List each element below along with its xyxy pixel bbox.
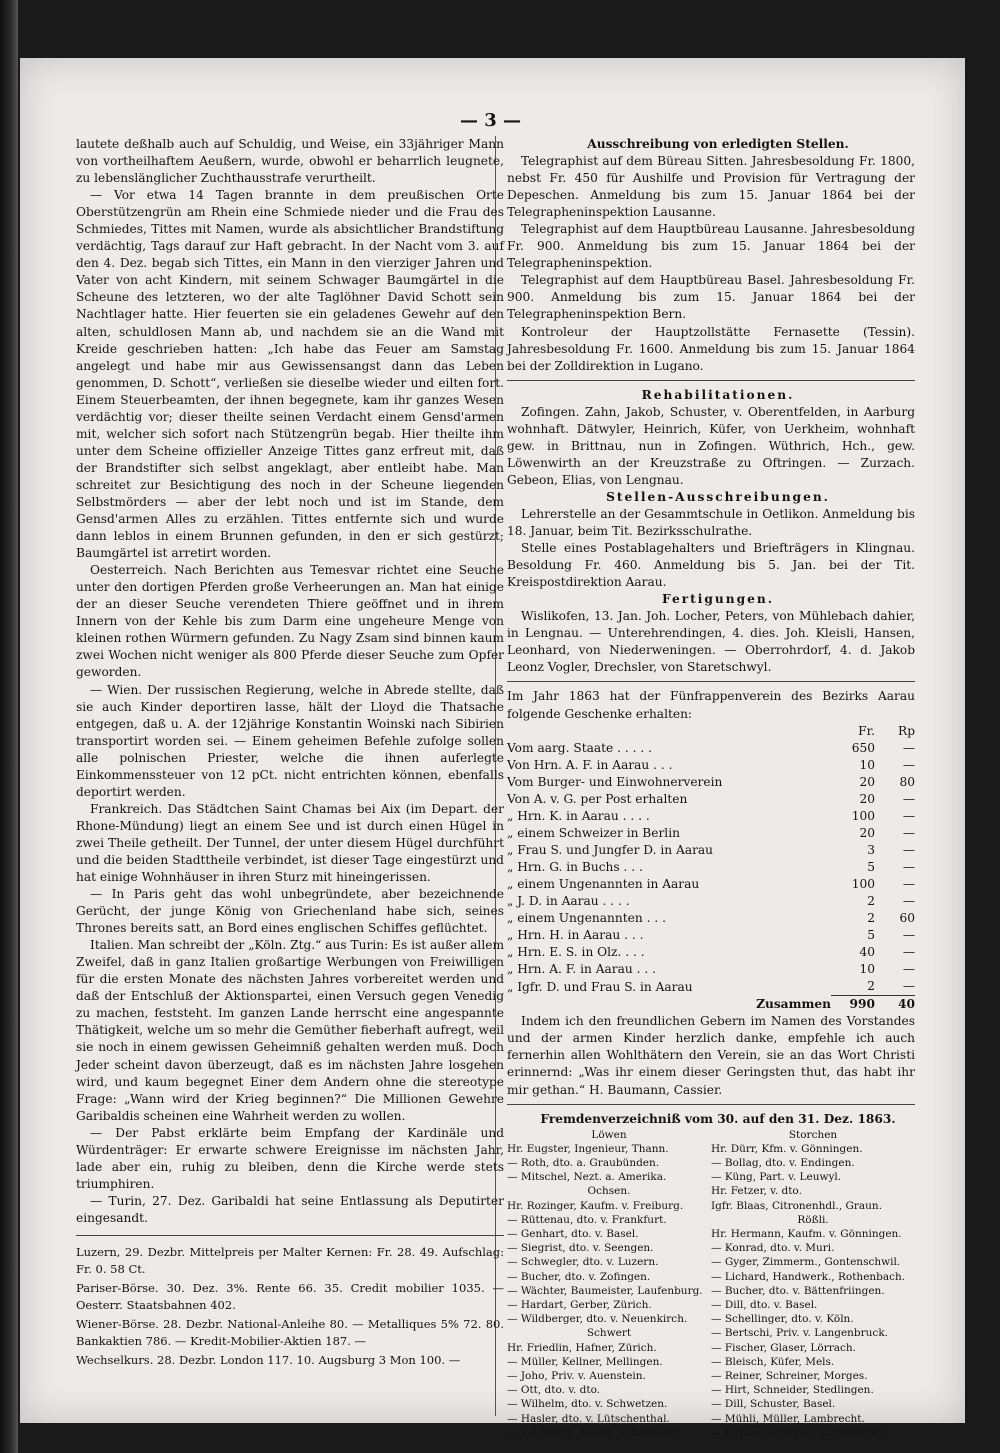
guest-entry: Hr. Dürr, Kfm. v. Gönningen. — [711, 1142, 863, 1155]
donation-name: „ Frau S. und Jungfer D. in Aarau — [507, 842, 714, 857]
donation-row — [507, 757, 915, 774]
rp-header: Rp — [898, 723, 915, 738]
article-paragraph: lautete deßhalb auch auf Schuldig, und Weise, ein 33jähriger Mann von vortheilhaftem Aeußern, wurde, obwohl er beharrlich leugnete, zu lebenslänglicher Zuchthausstrafe verurtheilt. — [76, 137, 504, 186]
guest-entry: — Kupfer, Schuster, Gretzenbach. — [711, 1426, 891, 1439]
article-paragraph: — Vor etwa 14 Tagen brannte in dem preußischen Orte Oberstützengrün am Rhein eine Schmiede nieder und die Frau des Schmiedes, Tittes mit Namen, wurde als absichtlicher Brandstiftung verdächtig, Tags darauf zur Haft gebracht. In der Nacht vom 3. auf den 4. Dez. begab sich Tittes, ein Mann in den vierziger Jahren und Vater von acht Kindern, mit seinem Schwager Baumgärtel in die Scheune des letzteren, wo der alte Taglöhner David Schott sein Nachtlager hatte. Hier feuerten sie ein geladenes Gewehr auf den alten, schuldlosen Mann ab, und nachdem sie an die Wand mit Kreide geschrieben hatten: „Ich habe das Feuer am Samstag angelegt und habe mir aus Gewissensangst dann das Leben genommen, D. Schott“, verließen sie dieselbe wieder und eilten fort. Einem Steuerbeamten, der ihnen begegnete, kam ihr ganzes Wesen verdächtig vor; dieser theilte seinen Verdacht einem Gensd'armen mit, welcher sich sofort nach Stützengrün begab. Hier theilte ihm unter dem Scheine offizieller Anzeige Tittes ganz erfreut mit, daß der Brandstifter sich selbst angeklagt, aber entleibt habe. Man schreitet zur Besichtigung des noch in der Scheune liegenden Selbstmörders — aber der lebt noch und ist im Stande, dem Gensd'armen Alles zu erzählen. Tittes entfernte sich und wurde dann leblos in einem Brunnen gefunden, in den er sich gestürzt; Baumgärtel ist arretirt worden. — [76, 188, 504, 561]
guest-entry: Hr. Eugster, Ingenieur, Thann. — [507, 1142, 669, 1155]
donation-row — [507, 774, 915, 791]
donation-name: Von A. v. G. per Post erhalten — [507, 791, 688, 806]
donation-row — [507, 927, 915, 944]
guest-entry: — Küng, Part. v. Leuwyl. — [711, 1171, 842, 1184]
guest-entry: Hr. Friedlin, Hafner, Zürich. — [507, 1341, 657, 1354]
fremden-left-column — [507, 1128, 711, 1440]
donation-name: „ Hrn. G. in Buchs . . . — [507, 859, 643, 874]
market-line: Pariser-Börse. 30. Dez. 3%. Rente 66. 35. Credit mobilier 1035. — Oesterr. Staatsbahnen 402. — [76, 1281, 504, 1312]
fr-header: Fr. — [858, 723, 875, 738]
guest-entry: — Müller, Kellner, Mellingen. — [507, 1355, 663, 1368]
donation-name: „ Hrn. A. F. in Aarau . . . — [507, 962, 656, 977]
donation-total-row — [507, 996, 915, 1014]
section-rule — [507, 1104, 915, 1105]
guest-entry: — Bleisch, Küfer, Mels. — [711, 1355, 835, 1368]
article-paragraph: — Wien. Der russischen Regierung, welche in Abrede stellte, daß sie auch Kinder deportiren lasse, hält der Lloyd die Thatsache entgegen, daß u. A. der 12jährige Konstantin Woinski nach Sibirien transportirt worden sei. — Einem geheimen Befehle zufolge sollen alle polnischen Priester, welche die ihnen auferlegte Einkommenssteuer von 12 pCt. nicht entrichten können, ebenfalls deportirt werden. — [76, 682, 504, 799]
donation-rp: — — [902, 876, 915, 891]
donation-fr: 100 — [851, 876, 875, 891]
section-rule — [507, 681, 915, 682]
hotel-name: Rößli. — [797, 1213, 829, 1226]
rehab-text: Zofingen. Zahn, Jakob, Schuster, v. Oberentfelden, in Aarburg wohnhaft. Dätwyler, Heinrich, Küfer, von Uerkheim, wohnhaft gew. in Brittnau, nun in Zofingen. Wüthrich, Hch., gew. Löwenwirth an der Kreuzstraße zu Oftringen. — Zurzach. Gebeon, Elias, von Lengnau. — [507, 404, 915, 487]
donation-name: „ J. D. in Aarau . . . . — [507, 894, 630, 909]
article-paragraph: — Turin, 27. Dez. Garibaldi hat seine Entlassung als Deputirter eingesandt. — [76, 1193, 504, 1225]
donation-rp: — — [902, 791, 915, 806]
donation-row — [507, 740, 915, 757]
donation-total-rp: 40 — [875, 996, 915, 1014]
donation-row — [507, 842, 915, 859]
vacancies-title: Ausschreibung von erledigten Stellen. — [587, 137, 849, 151]
vacancy: Kontroleur der Hauptzollstätte Fernasette (Tessin). Jahresbesoldung Fr. 1600. Anmeldung bis zum 15. Januar 1864 bei der Zolldirektion in Lugano. — [507, 324, 915, 373]
guest-entry: — Bollag, dto. v. Endingen. — [711, 1157, 855, 1170]
donation-name: Vom Burger- und Einwohnerverein — [507, 774, 723, 789]
donations-header-row — [507, 723, 915, 740]
fremden-title: Fremdenverzeichniß vom 30. auf den 31. Dez. 1863. — [540, 1111, 896, 1126]
section-rule — [76, 1235, 504, 1236]
donation-rp: — — [902, 825, 915, 840]
donations-thanks: Indem ich den freundlichen Gebern im Namen des Vorstandes und der armen Kinder herzlich danke, empfehle ich auch fernerhin allen Wohlthätern den Verein, sie an das Wort Christi erinnernd: „Was ihr einem dieser Geringsten thut, das habt ihr mir gethan.“ H. Baumann, Cassier. — [507, 1014, 915, 1097]
donation-fr: 3 — [867, 842, 875, 857]
article-paragraph: — In Paris geht das wohl unbegründete, aber bezeichnende Gerücht, der junge König von Griechenland habe sich, seines Thrones bereits satt, an Bord eines englischen Schiffes geflüchtet. — [76, 887, 504, 936]
donation-fr: 2 — [867, 979, 875, 994]
market-line: Luzern, 29. Dezbr. Mittelpreis per Malter Kernen: Fr. 28. 49. Aufschlag: Fr. 0. 58 Ct. — [76, 1245, 504, 1276]
fert-title: Fertigungen. — [661, 592, 775, 607]
donation-fr: 20 — [859, 825, 875, 840]
donation-fr: 20 — [859, 791, 875, 806]
guest-entry: — Lichard, Handwerk., Rothenbach. — [711, 1270, 906, 1283]
market-line: Wechselkurs. 28. Dezbr. London 117. 10. Augsburg 3 Mon 100. — — [76, 1353, 461, 1367]
donation-total-fr: 990 — [831, 996, 875, 1014]
donation-name: „ einem Ungenannten . . . — [507, 911, 666, 926]
guest-entry: — Siegrist, dto. v. Seengen. — [507, 1242, 654, 1255]
donation-rp: — — [902, 757, 915, 772]
donation-fr: 2 — [867, 894, 875, 909]
guest-entry: — Wächter, Baumeister, Laufenburg. — [507, 1284, 703, 1297]
donation-fr: 650 — [851, 740, 875, 755]
donations-intro: Im Jahr 1863 hat der Fünfrappenverein des Bezirks Aarau folgende Geschenke erhalten: — [507, 689, 915, 721]
guest-entry: — Reiner, Schreiner, Morges. — [711, 1370, 868, 1383]
donation-name: „ Hrn. E. S. in Olz. . . . — [507, 945, 645, 960]
donation-fr: 40 — [859, 945, 875, 960]
rehab-title: Rehabilitationen. — [641, 387, 795, 402]
donation-row — [507, 944, 915, 961]
guest-entry: — Bertschi, Priv. v. Langenbruck. — [711, 1327, 889, 1340]
donation-fr: 2 — [867, 911, 875, 926]
stellen-item: Lehrerstelle an der Gesammtschule in Oetlikon. Anmeldung bis 18. Januar, beim Tit. Bezirksschulrathe. — [507, 506, 915, 539]
donation-row — [507, 893, 915, 910]
hotel-name: Ochsen. — [587, 1185, 631, 1198]
donation-fr: 10 — [859, 757, 875, 772]
donation-rp: — — [902, 740, 915, 755]
stellen-title: Stellen-Ausschreibungen. — [606, 489, 830, 504]
guest-entry: — Hardart, Gerber, Zürich. — [507, 1299, 652, 1312]
guest-entry: — Hirt, Schneider, Stedlingen. — [711, 1384, 874, 1397]
donation-fr: 20 — [859, 774, 875, 789]
guest-entry: — Mitschel, Nezt. a. Amerika. — [507, 1171, 667, 1184]
donation-name: „ Igfr. D. und Frau S. in Aarau — [507, 979, 693, 994]
donation-rp: — — [902, 979, 915, 994]
donation-rp: — — [902, 928, 915, 943]
guest-entry: — Rüttenau, dto. v. Frankfurt. — [507, 1213, 667, 1226]
donation-name: „ einem Schweizer in Berlin — [507, 825, 680, 840]
market-reports — [76, 1244, 504, 1369]
donation-fr: 100 — [851, 808, 875, 823]
fremden-list — [507, 1128, 915, 1440]
guest-entry: — Hasler, dto. v. Lütschenthal. — [507, 1412, 670, 1425]
donation-fr: 10 — [859, 962, 875, 977]
market-line: Wiener-Börse. 28. Dezbr. National-Anleihe 80. — Metalliques 5% 72. 80. Bankaktien 786. — Kredit-Mobilier-Aktien 187. — — [76, 1317, 504, 1348]
donation-row — [507, 791, 915, 808]
article-paragraph: Oesterreich. Nach Berichten aus Temesvar richtet eine Seuche unter den dortigen Pferden große Verheerungen an. Man hat einige der an dieser Seuche verendeten Thiere geöffnet und in ihrem Innern von der Kehle bis zum Darm eine ungeheure Menge von kleinen rothen Würmern gefunden. Zu Nagy Zsam sind binnen kaum zwei Wochen nicht weniger als 800 Pferde dieser Seuche zum Opfer geworden. — [76, 563, 504, 680]
vacancy: Telegraphist auf dem Hauptbüreau Lausanne. Jahresbesoldung Fr. 900. Anmeldung bis zum 15. Januar 1864 bei der Telegrapheninspektion. — [507, 222, 915, 271]
donation-fr: 5 — [867, 928, 875, 943]
left-column — [76, 136, 504, 1406]
donation-rp: — — [902, 962, 915, 977]
article-paragraph: Frankreich. Das Städtchen Saint Chamas bei Aix (im Depart. der Rhone-Mündung) liegt an einem See und ist durch einen Hügel in zwei Theile getheilt. Der Tunnel, der unter diesem Hügel durchführt und die beiden Stadttheile verbindet, ist dieser Tage eingestürzt und hat einige Wohnhäuser in ihren Sturz mit hineingerissen. — [76, 801, 504, 885]
donation-name: Von Hrn. A. F. in Aarau . . . — [507, 757, 673, 772]
guest-entry: — Wildberger, dto. v. Neuenkirch. — [507, 1313, 688, 1326]
donation-rp: — — [902, 894, 915, 909]
guest-entry: — Genhart, dto. v. Basel. — [507, 1228, 639, 1241]
donation-rp: — — [902, 842, 915, 857]
guest-entry: — Bucher, dto. v. Zofingen. — [507, 1270, 651, 1283]
donation-name: „ einem Ungenannten in Aarau — [507, 876, 700, 891]
vacancy: Telegraphist auf dem Hauptbüreau Basel. Jahresbesoldung Fr. 900. Anmeldung bis zum 15. Januar 1864 bei der Telegrapheninspektion Bern. — [507, 273, 915, 322]
guest-entry: — Mühli, Müller, Lambrecht. — [711, 1412, 865, 1425]
guest-entry: — Schwegler, dto. v. Luzern. — [507, 1256, 659, 1269]
donation-rp: — — [902, 859, 915, 874]
newspaper-page — [20, 58, 965, 1439]
donation-rp: — — [902, 945, 915, 960]
guest-entry: — Wilhelm, dto. v. Schwetzen. — [507, 1398, 668, 1411]
article-paragraph: Italien. Man schreibt der „Köln. Ztg.“ aus Turin: Es ist außer allem Zweifel, daß in ganz Italien großartige Werbungen von Freiwilligen für die ersten Monate des nächsten Jahres vorbereitet werden und daß der Entschluß der Aktionspartei, einen Versuch gegen Venedig zu machen, feststeht. Im ganzen Lande herrscht eine angespannte Thätigkeit, welche um so mehr die Gemüther fieberhaft aufregt, weil sie noch in einem gewissen Geheimniß gehalten werden muß. Doch Jeder scheint davon überzeugt, daß es im nächsten Jahre losgehen wird, und kaum begegnet Einer dem Andern ohne die stereotype Frage: „Wann wird der Krieg beginnen?“ Die Millionen Gewehre Garibaldis scheinen eine Wahrheit werden zu wollen. — [76, 938, 504, 1123]
book-spine — [0, 0, 18, 1453]
donation-row — [507, 910, 915, 927]
section-rule — [507, 380, 915, 381]
guest-entry: — Gyger, Zimmerm., Gontenschwil. — [711, 1256, 901, 1269]
guest-entry: — Roth, dto. a. Graubünden. — [507, 1157, 660, 1170]
guest-entry: Igfr. Blaas, Citronenhdl., Graun. — [711, 1199, 883, 1212]
hotel-name: Löwen — [591, 1128, 627, 1141]
guest-entry: — Dill, Schuster, Basel. — [711, 1398, 836, 1411]
guest-entry: — Ott, dto. v. dto. — [507, 1384, 601, 1397]
donation-total-label: Zusammen — [756, 997, 831, 1012]
guest-entry: — Joho, Priv. v. Auenstein. — [507, 1370, 646, 1383]
article-paragraph: — Der Pabst erklärte beim Empfang der Kardinäle und Würdenträger: Er erwarte schwere Ereignisse im nächsten Jahr, lade aber ein, ruhig zu bleiben, denn die Kirche werde stets triumphiren. — [76, 1125, 504, 1191]
hotel-name: Storchen — [788, 1128, 838, 1141]
fremden-right-column — [711, 1128, 915, 1440]
guest-entry: — Bucher, dto. v. Bättenfriingen. — [711, 1284, 885, 1297]
guest-entry: Hr. Rozinger, Kaufm. v. Freiburg. — [507, 1199, 684, 1212]
stellen-item: Stelle eines Postablagehalters und Briefträgers in Klingnau. Besoldung Fr. 460. Anmeldung bis 5. Jan. bei der Tit. Kreispostdirektion Aarau. — [507, 541, 915, 590]
donation-row — [507, 876, 915, 893]
page-number: — 3 — — [460, 110, 522, 131]
guest-entry: — Dill, dto. v. Basel. — [711, 1299, 818, 1312]
vacancy: Telegraphist auf dem Büreau Sitten. Jahresbesoldung Fr. 1800, nebst Fr. 450 für Aushilfe und Provision für Vertragung der Depeschen. Anmeldung bis zum 15. Januar 1864 bei der Telegrapheninspektion Lausanne. — [507, 154, 915, 220]
donation-fr: 5 — [867, 859, 875, 874]
donation-rp: 60 — [899, 911, 915, 926]
hotel-name: Schwert — [586, 1327, 632, 1340]
donation-name: Vom aarg. Staate . . . . . — [507, 740, 652, 755]
guest-entry: Hr. Hermann, Kaufm. v. Gönningen. — [711, 1228, 902, 1241]
fert-text: Wislikofen, 13. Jan. Joh. Locher, Peters, von Mühlebach dahier, in Lengnau. — Unterehrendingen, 4. dies. Joh. Kleisli, Hansen, Leonhard, von Niederweningen. — Oberrohrdorf, 4. d. Jakob Leonz Vogler, Drechsler, von Staretschwyl. — [507, 609, 915, 675]
donation-row — [507, 825, 915, 842]
guest-entry: Hr. Fetzer, v. dto. — [711, 1185, 802, 1198]
donations-table — [507, 723, 915, 1014]
donation-name: „ Hrn. H. in Aarau . . . — [507, 928, 644, 943]
donation-row — [507, 859, 915, 876]
guest-entry: — Schellinger, dto. v. Köln. — [711, 1313, 854, 1326]
guest-entry: — Feldmann, Maler, Schwanden. — [507, 1426, 683, 1439]
donation-row — [507, 978, 915, 996]
donation-name: „ Hrn. K. in Aarau . . . . — [507, 808, 650, 823]
donation-row — [507, 961, 915, 978]
donation-rp: 80 — [899, 774, 915, 789]
guest-entry: — Konrad, dto. v. Muri. — [711, 1242, 835, 1255]
donation-rp: — — [902, 808, 915, 823]
guest-entry: — Fischer, Glaser, Lörrach. — [711, 1341, 856, 1354]
donation-row — [507, 808, 915, 825]
right-column — [507, 136, 915, 1439]
